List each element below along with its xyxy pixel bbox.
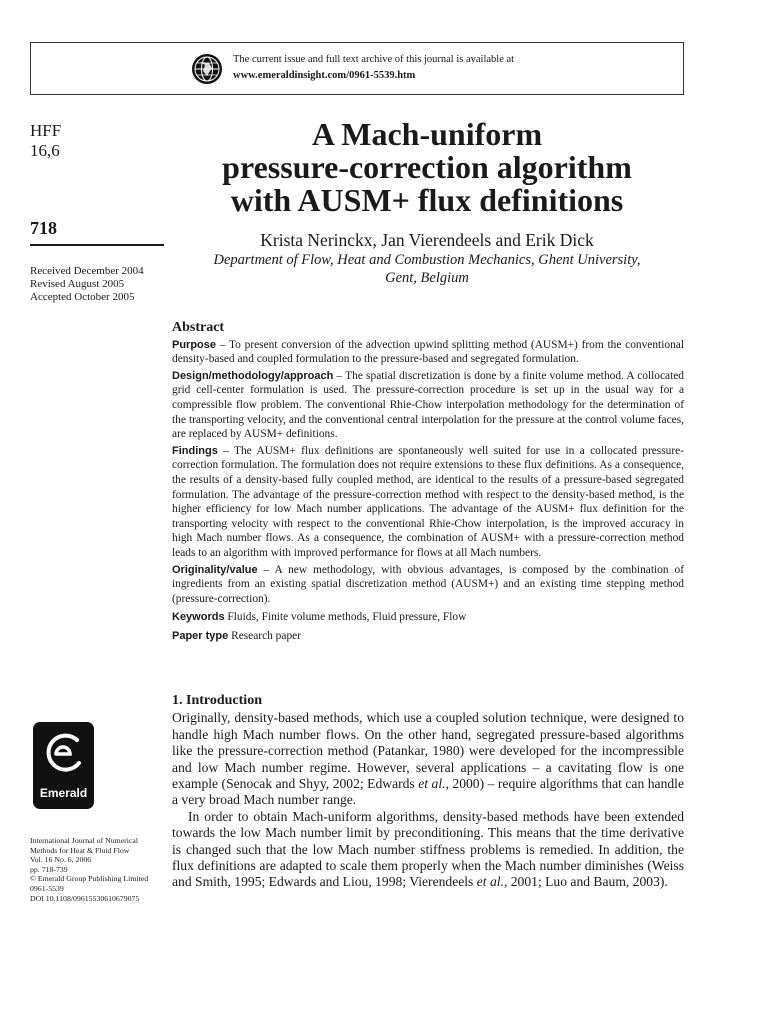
abstract-paper-type (172, 629, 684, 644)
design-text: – The spatial discretization is done by a finite volume method. A collocated grid cell-center formulation is used. The pressure-correction procedure is set up in the usual way for a compressible flow problem. The conventional Rhie-Chow interpolation methodology for the determination of the transporting velocity, and the conventional central interpolation for the pressure at the control volume faces, are replaced by AUSM+ definitions. (172, 369, 684, 441)
purpose-label: Purpose (172, 338, 217, 351)
abstract-design (172, 369, 684, 442)
intro-paragraph (172, 809, 684, 891)
originality-text: – A new methodology, with obvious advantages, is composed by the combination of ingredients from an existing spatial discretization method (AUSM+) and an existing time stepping method (pressure-correction). (172, 563, 684, 605)
abstract-purpose (172, 338, 684, 367)
purpose-text: – To present conversion of the advection upwind splitting method (AUSM+) from the conventional density-based and coupled formulation to the pressure-based and segregated formulation. (172, 338, 684, 366)
info-line: © Emerald Group Publishing Limited (30, 874, 149, 884)
page-number: 718 (30, 218, 57, 238)
journal-abbrev: HFF (30, 121, 62, 140)
keywords-label: Keywords (172, 611, 225, 624)
emerald-logo (33, 722, 94, 809)
intro-heading: 1. Introduction (172, 693, 262, 708)
paper-type-label: Paper type (172, 629, 229, 642)
affiliation-line: Department of Flow, Heat and Combustion Mechanics, Ghent University, (213, 252, 641, 268)
intro-p2-end: , 2001; Luo and Baum, 2003). (503, 874, 668, 890)
paper-type-text: Research paper (228, 629, 301, 642)
intro-p1-etal: et al. (418, 776, 446, 792)
info-line: Methods for Heat & Fluid Flow (30, 845, 130, 855)
info-line: DOI 10.1108/09615530610679075 (30, 893, 140, 903)
received-date: Received December 2004 (30, 265, 144, 277)
journal-access-banner (30, 42, 684, 95)
side-divider (30, 244, 164, 246)
info-line: 0961-5539 (30, 883, 64, 893)
journal-volume-block (30, 121, 61, 161)
design-label: Design/methodology/approach (172, 369, 334, 382)
title-line: pressure-correction algorithm (222, 149, 632, 185)
publication-info (30, 836, 170, 903)
abstract-section (172, 321, 684, 645)
abstract-keywords (172, 610, 684, 625)
volume-issue: 16,6 (30, 141, 60, 160)
author-list: Krista Nerinckx, Jan Vierendeels and Erik Dick (260, 230, 594, 250)
abstract-findings (172, 444, 684, 561)
author-affiliation (170, 251, 684, 287)
introduction-section (172, 693, 684, 891)
emerald-swirl-icon (41, 730, 86, 780)
intro-p1-end: , 2000) – require algorithms that can handle a very broad Mach number range. (172, 776, 684, 808)
submission-dates (30, 265, 144, 304)
article-title (170, 118, 684, 217)
title-line: with AUSM+ flux definitions (230, 182, 624, 218)
accepted-date: Accepted October 2005 (30, 291, 135, 303)
info-line: pp. 718-739 (30, 864, 68, 874)
journal-url-link[interactable]: www.emeraldinsight.com/0961-5539.htm (233, 70, 416, 81)
info-line: International Journal of Numerical (30, 836, 139, 845)
emerald-wordmark: Emerald (39, 786, 88, 800)
intro-p1-text: Originally, density-based methods, which use a coupled solution technique, were designed to handle high Mach number flows. On the other hand, segregated pressure-based algorithms like the pressure-correction method (Patankar, 1980) were developed for the incompressible and low Mach number regime. However, several applications – a cavitating flow is one example (Senocak and Shyy, 2002; Edwards (172, 710, 684, 792)
archive-notice: The current issue and full text archive of this journal is available at (233, 54, 515, 65)
abstract-heading: Abstract (172, 320, 225, 335)
originality-label: Originality/value (172, 563, 258, 576)
intro-p2-text: In order to obtain Mach-uniform algorithms, density-based methods have been extended towards the low Mach number limit by preconditioning. This means that the time derivative is changed such that the low Mach number stiffness problems is remedied. In addition, the flux definitions are adapted to scale them properly when the Mach number diminishes (Weiss and Smith, 1995; Edwards and Liou, 1998; Vierendeels (172, 808, 684, 890)
abstract-originality (172, 563, 684, 607)
findings-label: Findings (172, 444, 218, 457)
intro-p2-etal: et al. (476, 874, 504, 890)
info-line: Vol. 16 No. 6, 2006 (30, 855, 92, 865)
affiliation-line: Gent, Belgium (385, 270, 469, 286)
revised-date: Revised August 2005 (30, 278, 125, 290)
findings-text: – The AUSM+ flux definitions are spontaneously well suited for use in a collocated pressure-correction formulation. The formulation does not require extensions to these flux definitions. As a consequence, the results of a density-based fully coupled method, are identical to the results of a pressure-based segregated formulation. The advantage of the pressure-correction method with respect to the density-based method, is the higher efficiency for low Mach number applications. The advantage of the AUSM+ flux definition for the transporting velocity with respect to the conventional Rhie-Chow interpolation, is the improved accuracy in high Mach number flows. As a consequence, the combination of AUSM+ with a pressure-correction method leads to an algorithm with improved performance for flows at all Mach numbers. (172, 444, 684, 559)
intro-paragraph (172, 710, 684, 808)
keywords-text: Fluids, Finite volume methods, Fluid pressure, Flow (224, 611, 467, 624)
globe-icon (191, 53, 223, 85)
title-line: A Mach-uniform (311, 116, 543, 152)
